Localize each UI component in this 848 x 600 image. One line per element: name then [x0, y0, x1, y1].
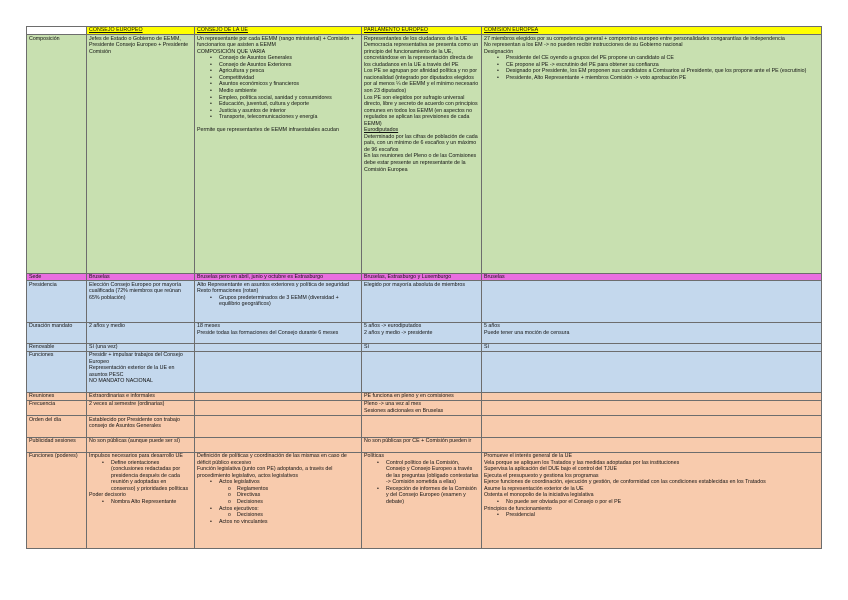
list-item: • Presidente del CE oyendo a grupos del PE propone un candidato al CE	[506, 55, 819, 62]
subheading: Eurodiputados	[364, 127, 399, 134]
cell-com	[482, 393, 822, 401]
cell-pe	[362, 416, 482, 437]
row-label: Reuniones	[27, 393, 87, 401]
list-item: • Designado por Presidente, los EM proponen sus candidatos a Comisarios al Presidente, que los propone ante el PE (escrutinio)	[506, 68, 819, 75]
text: Los PE se agrupan por afinidad política y no por nacionalidad (integrado por diputados elegidos por al menos ¼ de EEMM y el mínimo necesario son 23 diputados)	[364, 68, 479, 94]
text: 27 miembros elegidos por su competencia general + compromiso europeo entre personalidades congarantías de independencia	[484, 35, 785, 42]
list-item: • Presidente, Alto Representante + miembros Comisión -> voto aprobación PE	[506, 75, 819, 82]
cell-com	[482, 322, 822, 343]
cell-pe: Sí	[362, 344, 482, 352]
list-item: • Actos ejecutivos:	[219, 506, 359, 513]
cell-cue	[195, 344, 362, 352]
row-label: Funciones	[27, 351, 87, 392]
cell-ce: Bruselas	[87, 273, 195, 281]
list-item: o Decisiones	[237, 499, 359, 506]
list-item: o Reglamentos	[237, 486, 359, 493]
text: Resto formaciones (rotan)	[197, 288, 259, 295]
header-empty	[27, 27, 87, 35]
text: Políticas	[364, 453, 385, 460]
row-renovable	[27, 344, 822, 352]
text: Vela porque se apliquen los Tratados y las medidas adoptadas por las instituciones	[484, 459, 680, 466]
text: Democracia representativa se presenta como un principio del funcionamiento de la UE, concretándose en la representación directa de los ciudadanos en la UE a través del PE	[364, 42, 479, 68]
row-label: Publicidad sesiones	[27, 437, 87, 452]
com-list	[484, 499, 819, 506]
row-frecuencia	[27, 401, 822, 416]
cell-pe: No son públicas por CE + Comisión pueden ir	[362, 437, 482, 452]
cell-pe	[362, 452, 482, 548]
designacion-list	[484, 55, 819, 81]
cell-pe: PE funciona en pleno y en comisiones	[362, 393, 482, 401]
cell-cue	[195, 452, 362, 548]
list-item: • Medio ambiente	[219, 88, 359, 95]
list-item: • Nombra Alto Representante	[111, 499, 192, 506]
cell-ce: No son públicas (aunque puede ser sí)	[87, 437, 195, 452]
institutions-table	[26, 26, 822, 549]
cell-ce: 2 años y medio	[87, 322, 195, 343]
list-item: • Educación, juventud, cultura y deporte	[219, 101, 359, 108]
cell-cue	[195, 322, 362, 343]
text: 5 años -> eurodiputados	[364, 323, 422, 330]
row-label: Duración mandato	[27, 322, 87, 343]
cell-com	[482, 416, 822, 437]
list-item: • Grupos predeterminados de 3 EEMM (diversidad + equilibrio geográficos)	[219, 295, 359, 308]
cell-com	[482, 281, 822, 322]
row-label: Orden del día	[27, 416, 87, 437]
text: Definición de políticas y coordinación de las mismas en caso de déficit público excesivo	[197, 453, 347, 466]
text: Alto Representante en asuntos exteriores y política de seguridad	[197, 281, 349, 288]
text: Representantes de los ciudadanos de la UE	[364, 35, 468, 42]
row-label: Frecuencia	[27, 401, 87, 416]
text: Designación	[484, 48, 514, 55]
list-item: • Presidencial	[506, 512, 819, 519]
actos-list-3	[197, 519, 359, 526]
list-item: • Empleo, política social, sanidad y consumidores	[219, 95, 359, 102]
row-label: Presidencia	[27, 281, 87, 322]
row-label: Composición	[27, 35, 87, 273]
list-item: • CE propone al PE -> escrutinio del PE para obtener su confianza	[506, 62, 819, 69]
cell-ce: Jefes de Estado o Gobierno de EEMM, Presidente Consejo Europeo + Presidente Comisión	[87, 35, 195, 273]
header-row	[27, 27, 822, 35]
text: Determinado por las cifras de población de cada país, con un mínimo de 6 escaños y un máximo de 96 escaños	[364, 133, 478, 153]
text: COMPOSICIÓN QUE VARIA	[197, 48, 266, 55]
text: Un representante por cada EEMM (rango ministerial) + Comisión + funcionarios que asisten a EEMM	[197, 35, 354, 49]
cell-cue	[195, 351, 362, 392]
cell-com	[482, 351, 822, 392]
text: No representan a los EM -> no pueden recibir instrucciones de su Gobierno nacional	[484, 42, 683, 49]
row-poderes	[27, 452, 822, 548]
list-item: • Actos no vinculantes	[219, 519, 359, 526]
text: Presidir + impulsar trabajos del Consejo Europeo	[89, 352, 183, 365]
text: Representación exterior de la UE en asuntos PESC	[89, 365, 175, 378]
ce-list	[89, 460, 192, 493]
text: 18 meses	[197, 323, 220, 330]
text: Función legislativa (junto con PE) adoptando, a través del procedimiento legislativo, actos legislativos	[197, 466, 333, 479]
cell-pe	[362, 351, 482, 392]
cell-com: Bruselas	[482, 273, 822, 281]
text: Ejecuta el presupuesto y gestiona los programas	[484, 472, 599, 479]
list-item: • Asuntos económicos y financieros	[219, 81, 359, 88]
list-item: • No puede ser obviada por el Consejo o por el PE	[506, 499, 819, 506]
cell-com	[482, 35, 822, 273]
cell-cue	[195, 281, 362, 322]
cell-pe: Elegido por mayoría absoluta de miembros	[362, 281, 482, 322]
text: Los PE son elegidos por sufragio universal directo, libre y secreto de acuerdo con principios comunes en todos los EEMM (en aspectos no regulados se aplican las previsiones de cada EEMM)	[364, 94, 478, 127]
row-sede	[27, 273, 822, 281]
text: Ostenta el monopolio de la iniciativa legislativa	[484, 492, 594, 499]
text: Pleno -> una vez al mes	[364, 401, 421, 408]
cell-pe	[362, 401, 482, 416]
list-item: • Control político de la Comisión, Consejo y Consejo Europeo a través de las preguntas (obligado contestarlas -> Comisión sometida a ellas)	[386, 460, 479, 486]
cell-cue	[195, 35, 362, 273]
list-item: • Justicia y asuntos de interior	[219, 108, 359, 115]
cell-cue	[195, 393, 362, 401]
cell-pe	[362, 35, 482, 273]
text: Permite que representantes de EEMM infraestatales acudan	[197, 126, 339, 133]
header-comision: COMISIÓN EUROPEA	[482, 27, 822, 35]
list-item: • Consejo de Asuntos Generales	[219, 55, 359, 62]
cell-ce: Extraordinarias e informales	[87, 393, 195, 401]
pe-list	[364, 460, 479, 506]
text: Principios de funcionamiento	[484, 505, 552, 512]
row-reuniones	[27, 393, 822, 401]
cell-ce	[87, 351, 195, 392]
header-consejo-europeo: CONSEJO EUROPEO	[87, 27, 195, 35]
list-item: o Directivas	[237, 492, 359, 499]
text: 2 años y medio -> presidente	[364, 329, 433, 336]
rotation-list	[197, 295, 359, 308]
ce-list-2	[89, 499, 192, 506]
cell-pe	[362, 322, 482, 343]
list-item: • Competitividad	[219, 75, 359, 82]
actos-sublist	[197, 486, 359, 506]
cell-cue	[195, 401, 362, 416]
row-label: Sede	[27, 273, 87, 281]
cell-ce: 2 veces al semestre (ordinarias)	[87, 401, 195, 416]
row-presidencia	[27, 281, 822, 322]
cell-ce	[87, 452, 195, 548]
cell-com	[482, 401, 822, 416]
list-item: • Agricultura y pesca	[219, 68, 359, 75]
header-parlamento: PARLAMENTO EUROPEO	[362, 27, 482, 35]
list-item: o Decisiones	[237, 512, 359, 519]
cell-ce: Establecido por Presidente con trabajo consejo de Asuntos Generales	[87, 416, 195, 437]
cell-ce: Elección Consejo Europeo por mayoría cualificada (72% miembros que reúnan 65% población)	[87, 281, 195, 322]
row-composicion	[27, 35, 822, 273]
cell-com	[482, 452, 822, 548]
text: Supervisa la aplicación del DUE bajo el control del TJUE	[484, 466, 617, 473]
row-orden	[27, 416, 822, 437]
row-label: Renovable	[27, 344, 87, 352]
row-publicidad	[27, 437, 822, 452]
text: NO MANDATO NACIONAL	[89, 378, 153, 385]
text: Asume la representación exterior de la UE	[484, 485, 584, 492]
text: Impulsos necesarios para desarrollo UE	[89, 453, 183, 460]
header-consejo-ue: CONSEJO DE LA UE	[195, 27, 362, 35]
row-label: Funciones (poderes)	[27, 452, 87, 548]
cell-com	[482, 437, 822, 452]
list-item: • Recepción de informes de la Comisión y del Consejo Europeo (examen y debate)	[386, 486, 479, 506]
list-item: • Consejo de Asuntos Exteriores	[219, 62, 359, 69]
cell-com: Sí	[482, 344, 822, 352]
text: Puede tener una moción de censura	[484, 329, 570, 336]
text: Sesiones adicionales en Bruselas	[364, 407, 444, 414]
text: En las reuniones del Pleno o de las Comisiones debe estar presente un representante de la Comisión Europea	[364, 153, 477, 173]
text: Promueve el interés general de la UE	[484, 453, 573, 460]
text: Poder decisorio	[89, 492, 126, 499]
text: 5 años	[484, 323, 500, 330]
cell-pe: Bruselas, Estrasburgo y Luxemburgo	[362, 273, 482, 281]
cell-cue: Bruselas pero en abril, junio y octubre es Estrasburgo	[195, 273, 362, 281]
row-funciones	[27, 351, 822, 392]
list-item: • Transporte, telecomunicaciones y energía	[219, 114, 359, 121]
list-item: • Actos legislativos	[219, 479, 359, 486]
text: Ejerce funciones de coordinación, ejecución y gestión, de conformidad con las condiciones establecidas en los Tratados	[484, 479, 766, 486]
cell-cue	[195, 437, 362, 452]
formaciones-list	[197, 55, 359, 120]
row-duracion	[27, 322, 822, 343]
cell-ce: Sí (una vez)	[87, 344, 195, 352]
list-item: • Define orientaciones (conclusiones redactadas por presidencia después de cada reunión y adoptadas en consenso) y prioridades políticas	[111, 460, 192, 493]
com-list-2	[484, 512, 819, 519]
text: Preside todas las formaciones del Consejo durante 6 meses	[197, 329, 339, 336]
cell-cue	[195, 416, 362, 437]
